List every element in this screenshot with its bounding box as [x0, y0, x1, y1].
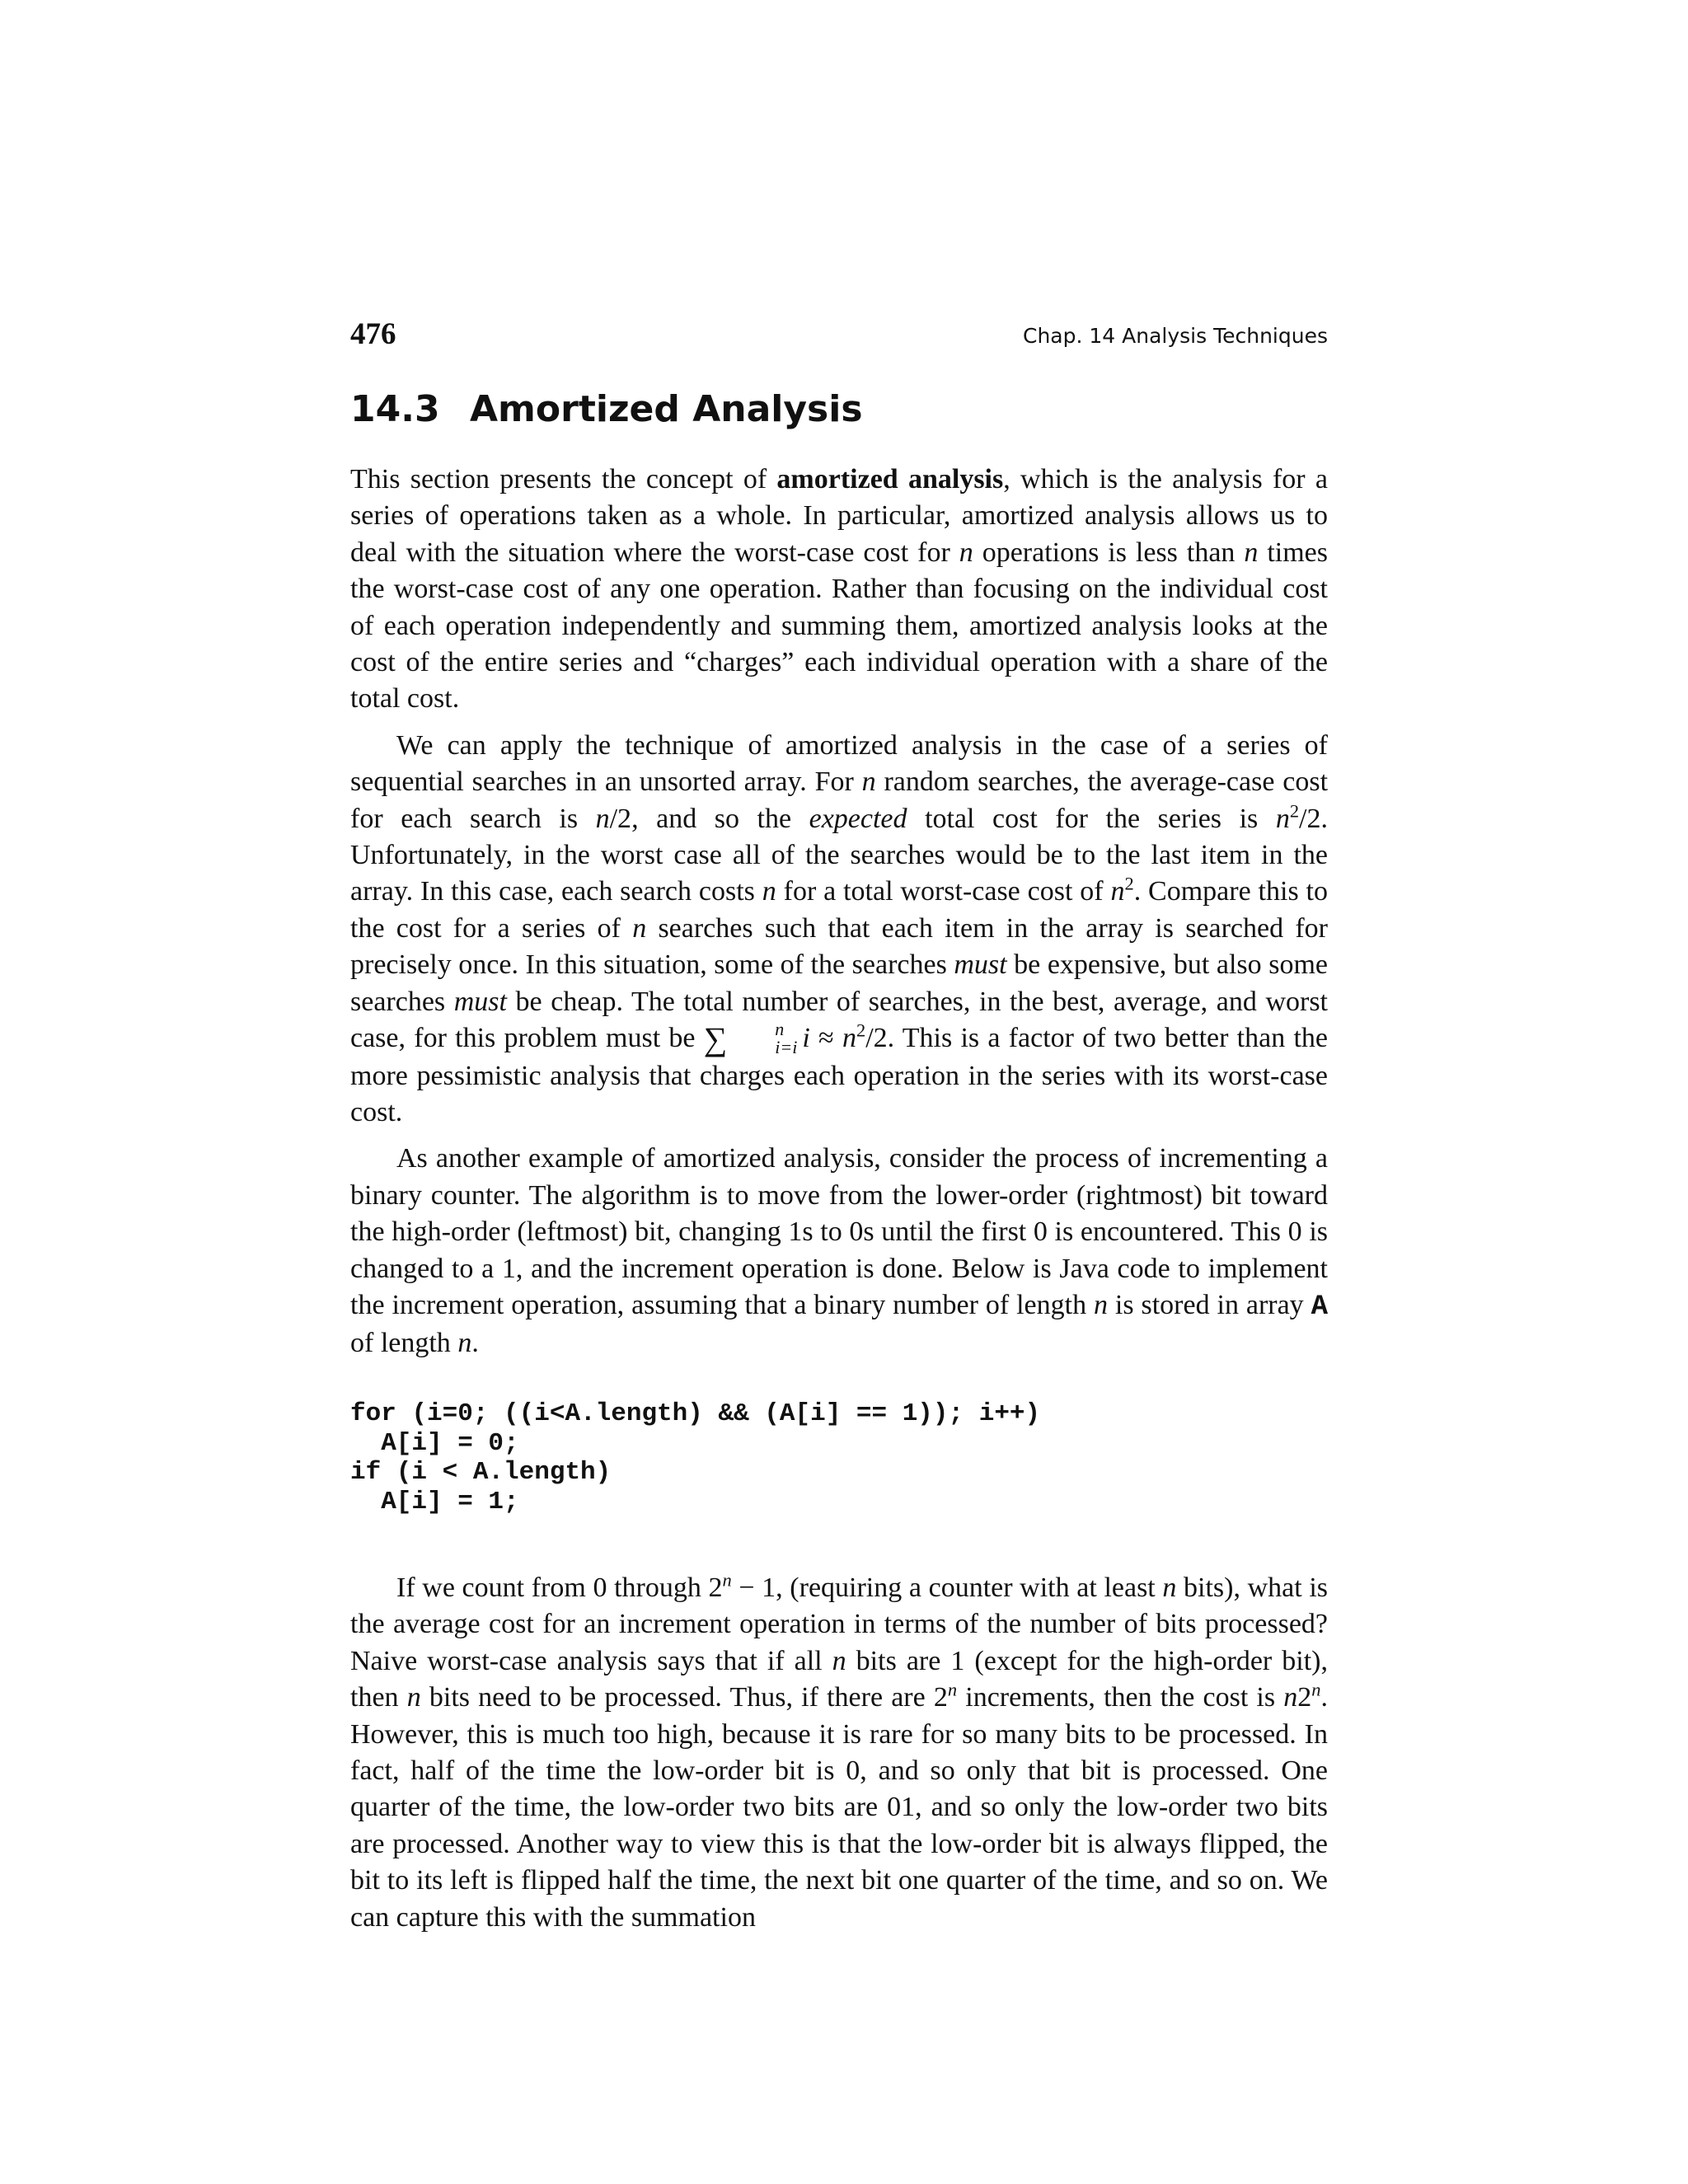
paragraph-binary-counter: As another example of amortized analysis, consider the process of incrementing a binary counter. The algorithm is to move from the lower-order (rightmost) bit toward the high-order (leftmost) bit, changing 1s to 0s until the first 0 is encountered. This 0 is changed to a 1, and the increment operation is done. Below is Java code to implement the increment operation, assuming that a binary number of length n is stored in array A of length n. [350, 1143, 1328, 1359]
paragraph-sequential-search: We can apply the technique of amortized analysis in the case of a series of sequential searches in an unsorted array. For n random searches, the average-case cost for each search is n/2, and so the expected total cost for the series is $n^2/2$. Unfortunately, in the worst case all of the searches would be to the last item in the array. In this case, each search costs n for a total worst-case cost of $n^2$. Compare this to the cost for a series of n searches such that each item in the array is searched for precisely once. In this situation, some of the searches must be expensive, but also some searches must be cheap. The total number of searches, in the best, average, and worst case, for this problem must be ∑ n i=i $i \approx n^2/2$. This is a factor of two better than the more pessimistic analysis that charges each operation in the series with its worst-case cost. [350, 729, 1329, 1127]
emphasis-must-2: must [453, 986, 507, 1017]
paragraph-counter-cost: If we count from 0 through $2^n - 1$, (requiring a counter with at least n bits), what is the average cost for an increment operation in terms of the number of bits processed? Naive worst-case analysis says that if all n bits are 1 (except for the high-order bit), then n bits need to be processed. Thus, if there are 2$^n$ increments, then the cost is n2$^n$. However, this is much too high, because it is rare for so many bits to be processed. In fact, half of the time the low-order bit is 0, and so only that bit is processed. One quarter of the time, the low-order two bits are 01, and so only the low-order two bits are processed. Another way to view this is that the low-order bit is always flipped, the bit to its left is flipped half the time, the next bit one quarter of the time, and so on. We can capture this with the summation [350, 1569, 1329, 1933]
summation-limits: n i=i [775, 1019, 798, 1058]
summation-symbol: ∑ [703, 1020, 728, 1058]
page-header [350, 316, 1328, 358]
emphasis-expected: expected [809, 803, 907, 834]
section-number: 14.3 [350, 388, 440, 430]
running-title: Chap. 14 Analysis Techniques [1023, 324, 1328, 348]
term-amortized-analysis: amortized analysis [776, 464, 1004, 494]
body-text-top [350, 462, 1328, 1362]
body-text-bottom [350, 1570, 1328, 1936]
page-number: 476 [350, 317, 396, 351]
section-heading [350, 384, 1328, 435]
emphasis-must: must [954, 949, 1007, 981]
section-title: Amortized Analysis [470, 388, 863, 430]
code-array-name: A [1311, 1291, 1328, 1323]
code-listing: for (i=0; ((i<A.length) && (A[i] == 1)); i++) A[i] = 0; if (i < A.length) A[i] = 1; [350, 1399, 1041, 1516]
paragraph-intro: This section presents the concept of amortized analysis, which is the analysis for a series of operations taken as a whole. In particular, amortized analysis allows us to deal with the situation where the worst-case cost for n operations is less than n times the worst-case cost of any one operation. Rather than focusing on the individual cost of each operation independently and summing them, amortized analysis looks at the cost of the entire series and “charges” each individual operation with a share of the total cost. [350, 464, 1329, 715]
